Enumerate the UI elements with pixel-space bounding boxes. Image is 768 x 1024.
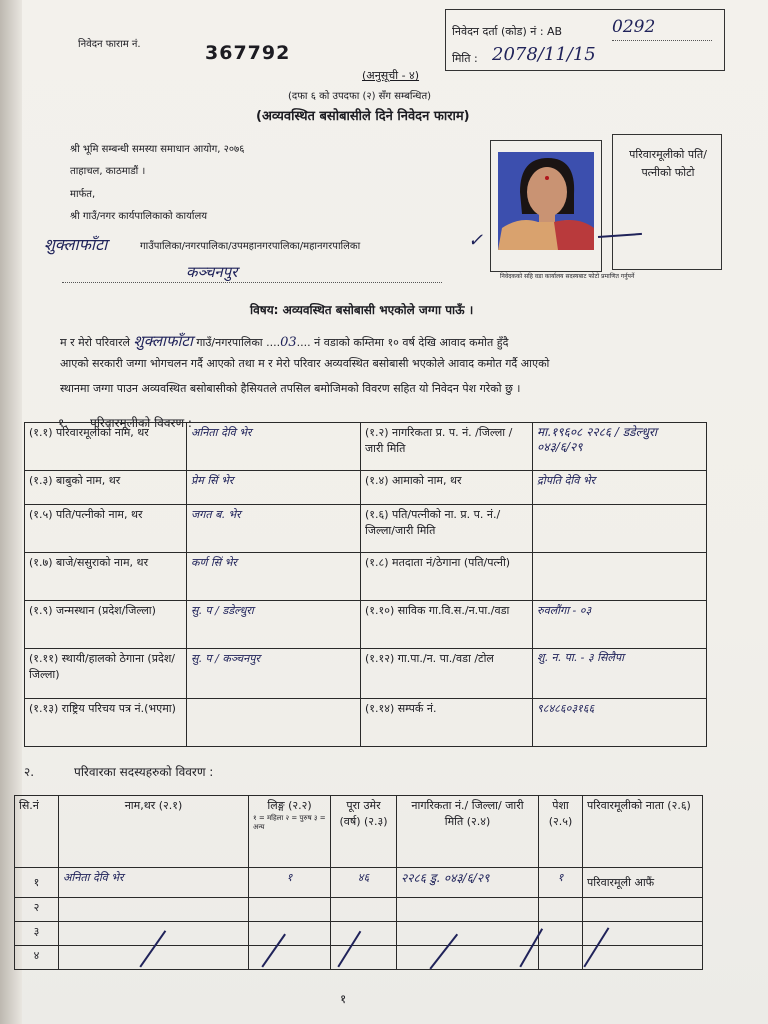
bindi [545,176,549,180]
body-line-3: स्थानमा जग्गा पाउन अव्यवस्थित बसोबासीको हैसियतले तपसिल बमोजिमको विवरण सहित यो निवेदन पेश गरेको छु । [60,382,521,395]
member-name [59,898,249,922]
member-relation [583,898,703,922]
sub-rule-label: (दफा ६ को उपदफा (२) सँग सम्बन्धित) [288,91,432,102]
field-value: प्रेम सिं भेर [187,471,361,505]
member-relation [583,946,703,970]
schedule-label: (अनुसूची - ४) [362,69,420,82]
member-gender [249,898,331,922]
field-label: (१.९) जन्मस्थान (प्रदेश/जिल्ला) [25,601,187,649]
member-occupation [539,898,583,922]
member-name [59,946,249,970]
field-value [533,505,707,553]
body-line-2: आएको सरकारी जग्गा भोगचलन गर्दै आएको तथा म र मेरो परिवार अव्यवस्थित बसोबासी भएकोले आवाद कमोत गर्दै आएको [60,357,550,370]
field-label: (१.४) आमाको नाम, थर [361,471,533,505]
field-value: जगत ब. भेर [187,505,361,553]
body-ward-handwritten: 03 [280,335,297,350]
table-row [25,423,707,471]
table-row [25,553,707,601]
address-line-1: श्री भूमि सम्बन्धी समस्या समाधान आयोग, २०७६ [70,144,245,155]
applicant-photo [498,152,594,250]
body-line-1-handwritten: शुक्लाफाँटा [133,332,193,350]
column-header-occupation: पेशा (२.५) [539,796,583,868]
field-label: (१.१०) साविक गा.वि.स./न.पा./वडा [361,601,533,649]
photo-caption: निवेदकको सहि वडा कार्यालय सदस्यबाट फोटो प्रमाणित गर्नुपर्ने [500,273,635,280]
column-header-gender [249,796,331,868]
table-row [15,868,703,898]
address-line-2: ताहाचल, काठमाडौं । [70,166,146,177]
member-sn: ३ [15,922,59,946]
field-value: द्रोपति देवि भेर [533,471,707,505]
member-citizenship: २२८६ डु. ०४३/६/२९ [397,868,539,898]
field-label: (१.३) बाबुको नाम, थर [25,471,187,505]
member-citizenship [397,898,539,922]
member-age [331,946,397,970]
field-label: (१.२) नागरिकता प्र. प. नं. /जिल्ला /जारी मिति [361,423,533,471]
member-gender [249,922,331,946]
field-label: (१.८) मतदाता नं/ठेगाना (पति/पत्नी) [361,553,533,601]
field-value: रुवलौंगा - ०३ [533,601,707,649]
family-members-table [14,795,703,970]
column-header-sn: सि.नं [15,796,59,868]
field-label: (१.१३) राष्ट्रिय परिचय पत्र नं.(भएमा) [25,699,187,747]
body-line-1 [60,331,508,351]
table-row [25,505,707,553]
field-label: (१.५) पति/पत्नीको नाम, थर [25,505,187,553]
table-row [25,471,707,505]
gender-key: १ = महिला २ = पुरुष ३ = अन्य [253,813,326,832]
registration-value: 0292 [612,17,656,37]
table-row [25,601,707,649]
field-value: अनिता देवि भेर [187,423,361,471]
body-line-1-pre: म र मेरो परिवारले [60,336,131,349]
field-label: (१.१२) गा.पा./न. पा./वडा /टोल [361,649,533,699]
field-value: कर्ण सिं भेर [187,553,361,601]
gender-header-label: लिङ्ग (२.२) [267,799,312,812]
field-label: (१.१) परिवारमूलीको नाम, थर [25,423,187,471]
field-value: सु. प / डडेल्धुरा [187,601,361,649]
section1-number: १. [58,416,69,430]
registration-line [612,40,712,41]
body-line-1-post: .... नं वडाको कम्तिमा १० वर्ष देखि आवाद कमोत हुँदै [296,336,509,349]
date-label: मिति : [452,52,478,65]
shawl [554,220,594,250]
member-age: ४६ [331,868,397,898]
table-row [15,946,703,970]
table-header-row [15,796,703,868]
field-label: (१.११) स्थायी/हालको ठेगाना (प्रदेश/जिल्ला) [25,649,187,699]
municipality-tick: ✓ [468,230,484,251]
member-gender: १ [249,868,331,898]
table-row [15,898,703,922]
member-occupation [539,946,583,970]
member-citizenship [397,922,539,946]
member-citizenship [397,946,539,970]
field-value: शु. न. पा. - ३ सिलैपा [533,649,707,699]
field-value [533,553,707,601]
district-line [62,282,442,283]
head-of-family-table [24,422,707,747]
member-occupation [539,922,583,946]
face [527,167,567,217]
municipality-handwritten: शुक्लाफाँटा [44,235,108,254]
field-label: (१.१४) सम्पर्क नं. [361,699,533,747]
member-relation: परिवारमूली आफैं [583,868,703,898]
municipality-type: गाउँपालिका/नगरपालिका/उपमहानगरपालिका/महानगरपालिका [140,241,361,252]
member-sn: २ [15,898,59,922]
form-number-label: निवेदन फाराम नं. [78,39,141,50]
spouse-photo-label: परिवारमूलीको पति/पत्नीको फोटो [629,148,707,179]
table-row [25,649,707,699]
body-line-1-mid: गाउँ/नगरपालिका .... [196,336,281,349]
address-line-4: श्री गाउँ/नगर कार्यपालिकाको कार्यालय [70,211,208,222]
member-name: अनिता देवि भेर [59,868,249,898]
member-age [331,898,397,922]
column-header-age: पूरा उमेर (वर्ष) (२.३) [331,796,397,868]
column-header-citizenship: नागरिकता नं./ जिल्ला/ जारी मिति (२.४) [397,796,539,868]
form-number-value: 367792 [205,42,291,64]
field-label: (१.६) पति/पत्नीको ना. प्र. प. नं./जिल्ला/जारी मिति [361,505,533,553]
field-value: मा.१९६०८ २२८६ / डडेल्धुरा ०४३/६/२९ [533,423,707,471]
member-name [59,922,249,946]
section2-number: २. [24,765,35,779]
district-handwritten: कञ्चनपुर [186,263,238,281]
subject-line: विषय: अव्यवस्थित बसोबासी भएकोले जग्गा पाऊँ । [250,303,474,317]
member-sn: १ [15,868,59,898]
field-value: सु. प / कञ्चनपुर [187,649,361,699]
registration-label: निवेदन दर्ता (कोड) नं : AB [452,25,563,38]
column-header-name: नाम,थर (२.१) [59,796,249,868]
form-title: (अव्यवस्थित बसोबासीले दिने निवेदन फाराम) [256,109,470,124]
field-value: ९८४८६०३१६६ [533,699,707,747]
portrait-illustration [498,152,594,250]
member-relation [583,922,703,946]
field-label: (१.७) बाजे/ससुराको नाम, थर [25,553,187,601]
page-number: १ [340,992,347,1006]
member-occupation: १ [539,868,583,898]
section1-title: परिवारमूलीको विवरण : [90,416,192,430]
table-row [25,699,707,747]
field-value [187,699,361,747]
member-age [331,922,397,946]
section2-title: परिवारका सदस्यहरुको विवरण : [74,765,214,779]
date-value: 2078/11/15 [492,44,596,65]
address-line-3: मार्फत, [70,189,96,200]
member-sn: ४ [15,946,59,970]
column-header-relation: परिवारमूलीको नाता (२.६) [583,796,703,868]
